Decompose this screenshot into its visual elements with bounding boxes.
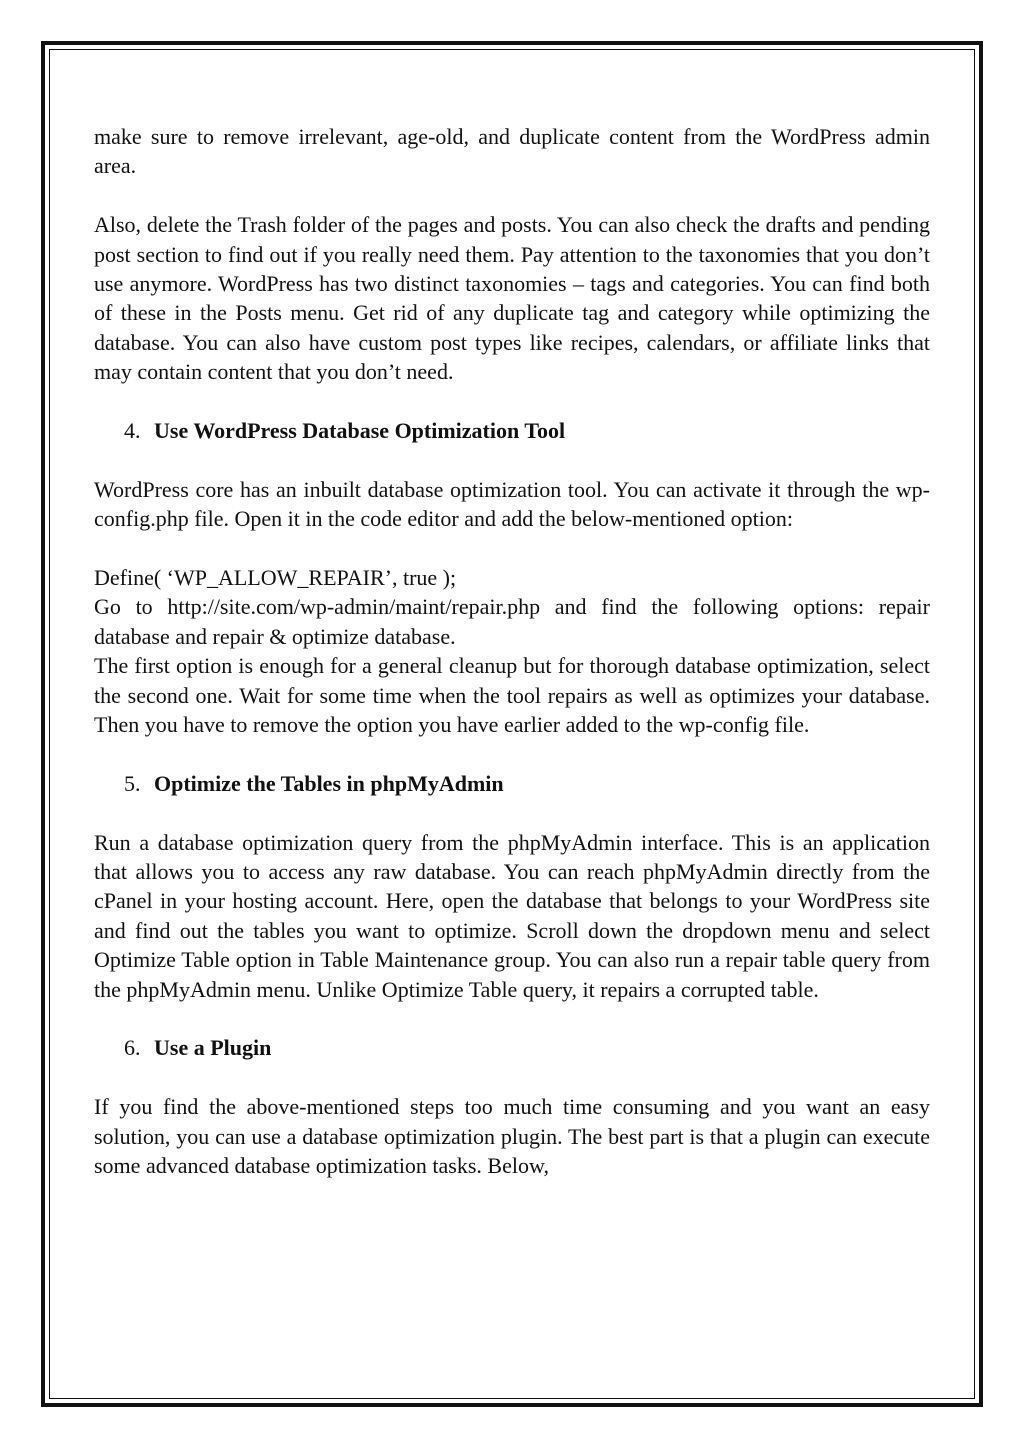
- heading-number: 5.: [124, 770, 141, 796]
- paragraph-trash-taxonomies: Also, delete the Trash folder of the pages and posts. You can also check the drafts and pending post section to find out if you really need them. Pay attention to the taxonomies that you don’t use anymore. WordPress has two distinct taxonomies – tags and categories. You can find both of these in the Posts menu. Get rid of any duplicate tag and category while optimizing the database. You can also have custom post types like recipes, calendars, or affiliate links that may contain content that you don’t need.: [94, 212, 930, 385]
- heading-text: Use WordPress Database Optimization Tool: [154, 418, 566, 444]
- section-heading-5: [94, 769, 930, 798]
- section-heading-4: [94, 416, 930, 445]
- document-body: [94, 122, 930, 1181]
- section-heading-6: [94, 1033, 930, 1062]
- heading-text: Optimize the Tables in phpMyAdmin: [154, 770, 504, 796]
- paragraph-repair-url: Go to http://site.com/wp-admin/maint/repair.php and find the following options: repair database and repair & optimize database.: [94, 594, 930, 649]
- heading-text: Use a Plugin: [154, 1035, 272, 1061]
- heading-number: 6.: [124, 1035, 141, 1061]
- paragraph-optimization-tool: WordPress core has an inbuilt database optimization tool. You can activate it through the wp-config.php file. Open it in the code editor and add the below-mentioned option:: [94, 476, 930, 532]
- paragraph-phpmyadmin: Run a database optimization query from the phpMyAdmin interface. This is an application that allows you to access any raw database. You can reach phpMyAdmin directly from the cPanel in your hosting account. Here, open the database that belongs to your WordPress site and find out the tables you want to optimize. Scroll down the dropdown menu and select Optimize Table option in Table Maintenance group. You can also run a repair table query from the phpMyAdmin menu. Unlike Optimize Table query, it repairs a corrupted table.: [94, 829, 930, 1002]
- code-define-line: Define( ‘WP_ALLOW_REPAIR’, true );: [94, 565, 457, 591]
- paragraph-admin-cleanup: make sure to remove irrelevant, age-old, and duplicate content from the WordPress admin area.: [94, 124, 930, 179]
- paragraph-repair-options: The first option is enough for a general cleanup but for thorough database optimization, select the second one. Wait for some time when the tool repairs as well as optimizes your database. Then you have to remove the option you have earlier added to the wp-config file.: [94, 653, 930, 738]
- paragraph-plugin: If you find the above-mentioned steps too much time consuming and you want an easy solution, you can use a database optimization plugin. The best part is that a plugin can execute some advanced database optimization tasks. Below,: [94, 1094, 930, 1179]
- heading-number: 4.: [124, 418, 141, 444]
